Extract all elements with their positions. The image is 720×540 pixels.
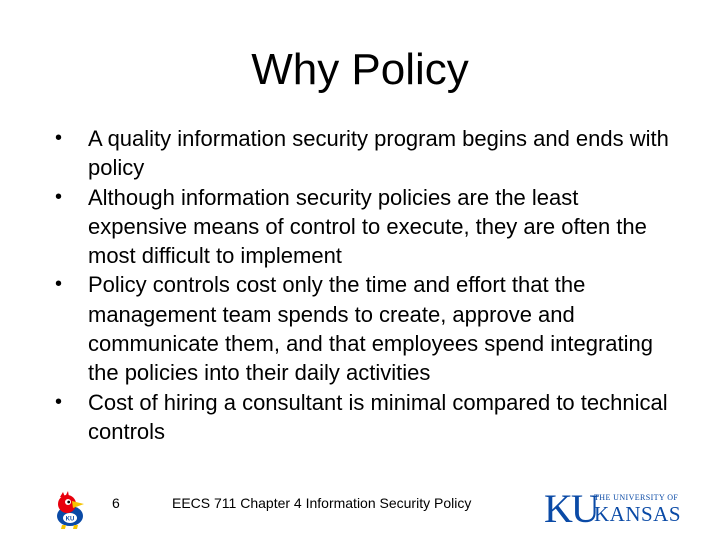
slide-title: Why Policy	[251, 45, 469, 94]
bullet-item	[55, 183, 675, 271]
ku-logo-mark: KU	[544, 486, 598, 531]
bullet-glyph: •	[55, 273, 63, 296]
bullet-item	[55, 270, 675, 387]
bullet-item	[55, 124, 675, 183]
bullet-text: Policy controls cost only the time and effort that the management team spends to create, approve and communicate them, and that employees spend integrating the policies into their daily activities	[88, 272, 653, 386]
bullet-glyph: •	[55, 127, 63, 149]
bullet-text: A quality information security program begins and ends with policy	[88, 126, 669, 181]
footer-caption: EECS 711 Chapter 4 Information Security Policy	[172, 495, 472, 511]
ku-logo-line-large: KANSAS	[594, 502, 682, 526]
ku-logo-line-small: THE UNIVERSITY OF	[594, 493, 679, 502]
bullet-item	[55, 388, 675, 447]
bullet-text: Cost of hiring a consultant is minimal compared to technical controls	[88, 389, 668, 444]
bullet-glyph: •	[55, 185, 63, 208]
jayhawk-mascot-icon	[50, 490, 90, 530]
bullet-text: Although information security policies are the least expensive means of control to execute, they are often the most difficult to implement	[88, 184, 647, 269]
bullet-glyph: •	[55, 390, 63, 413]
slide-number: 6	[112, 495, 120, 511]
svg-text:KU: KU	[65, 516, 75, 523]
ku-logo	[544, 486, 682, 531]
bullet-list	[55, 124, 675, 446]
